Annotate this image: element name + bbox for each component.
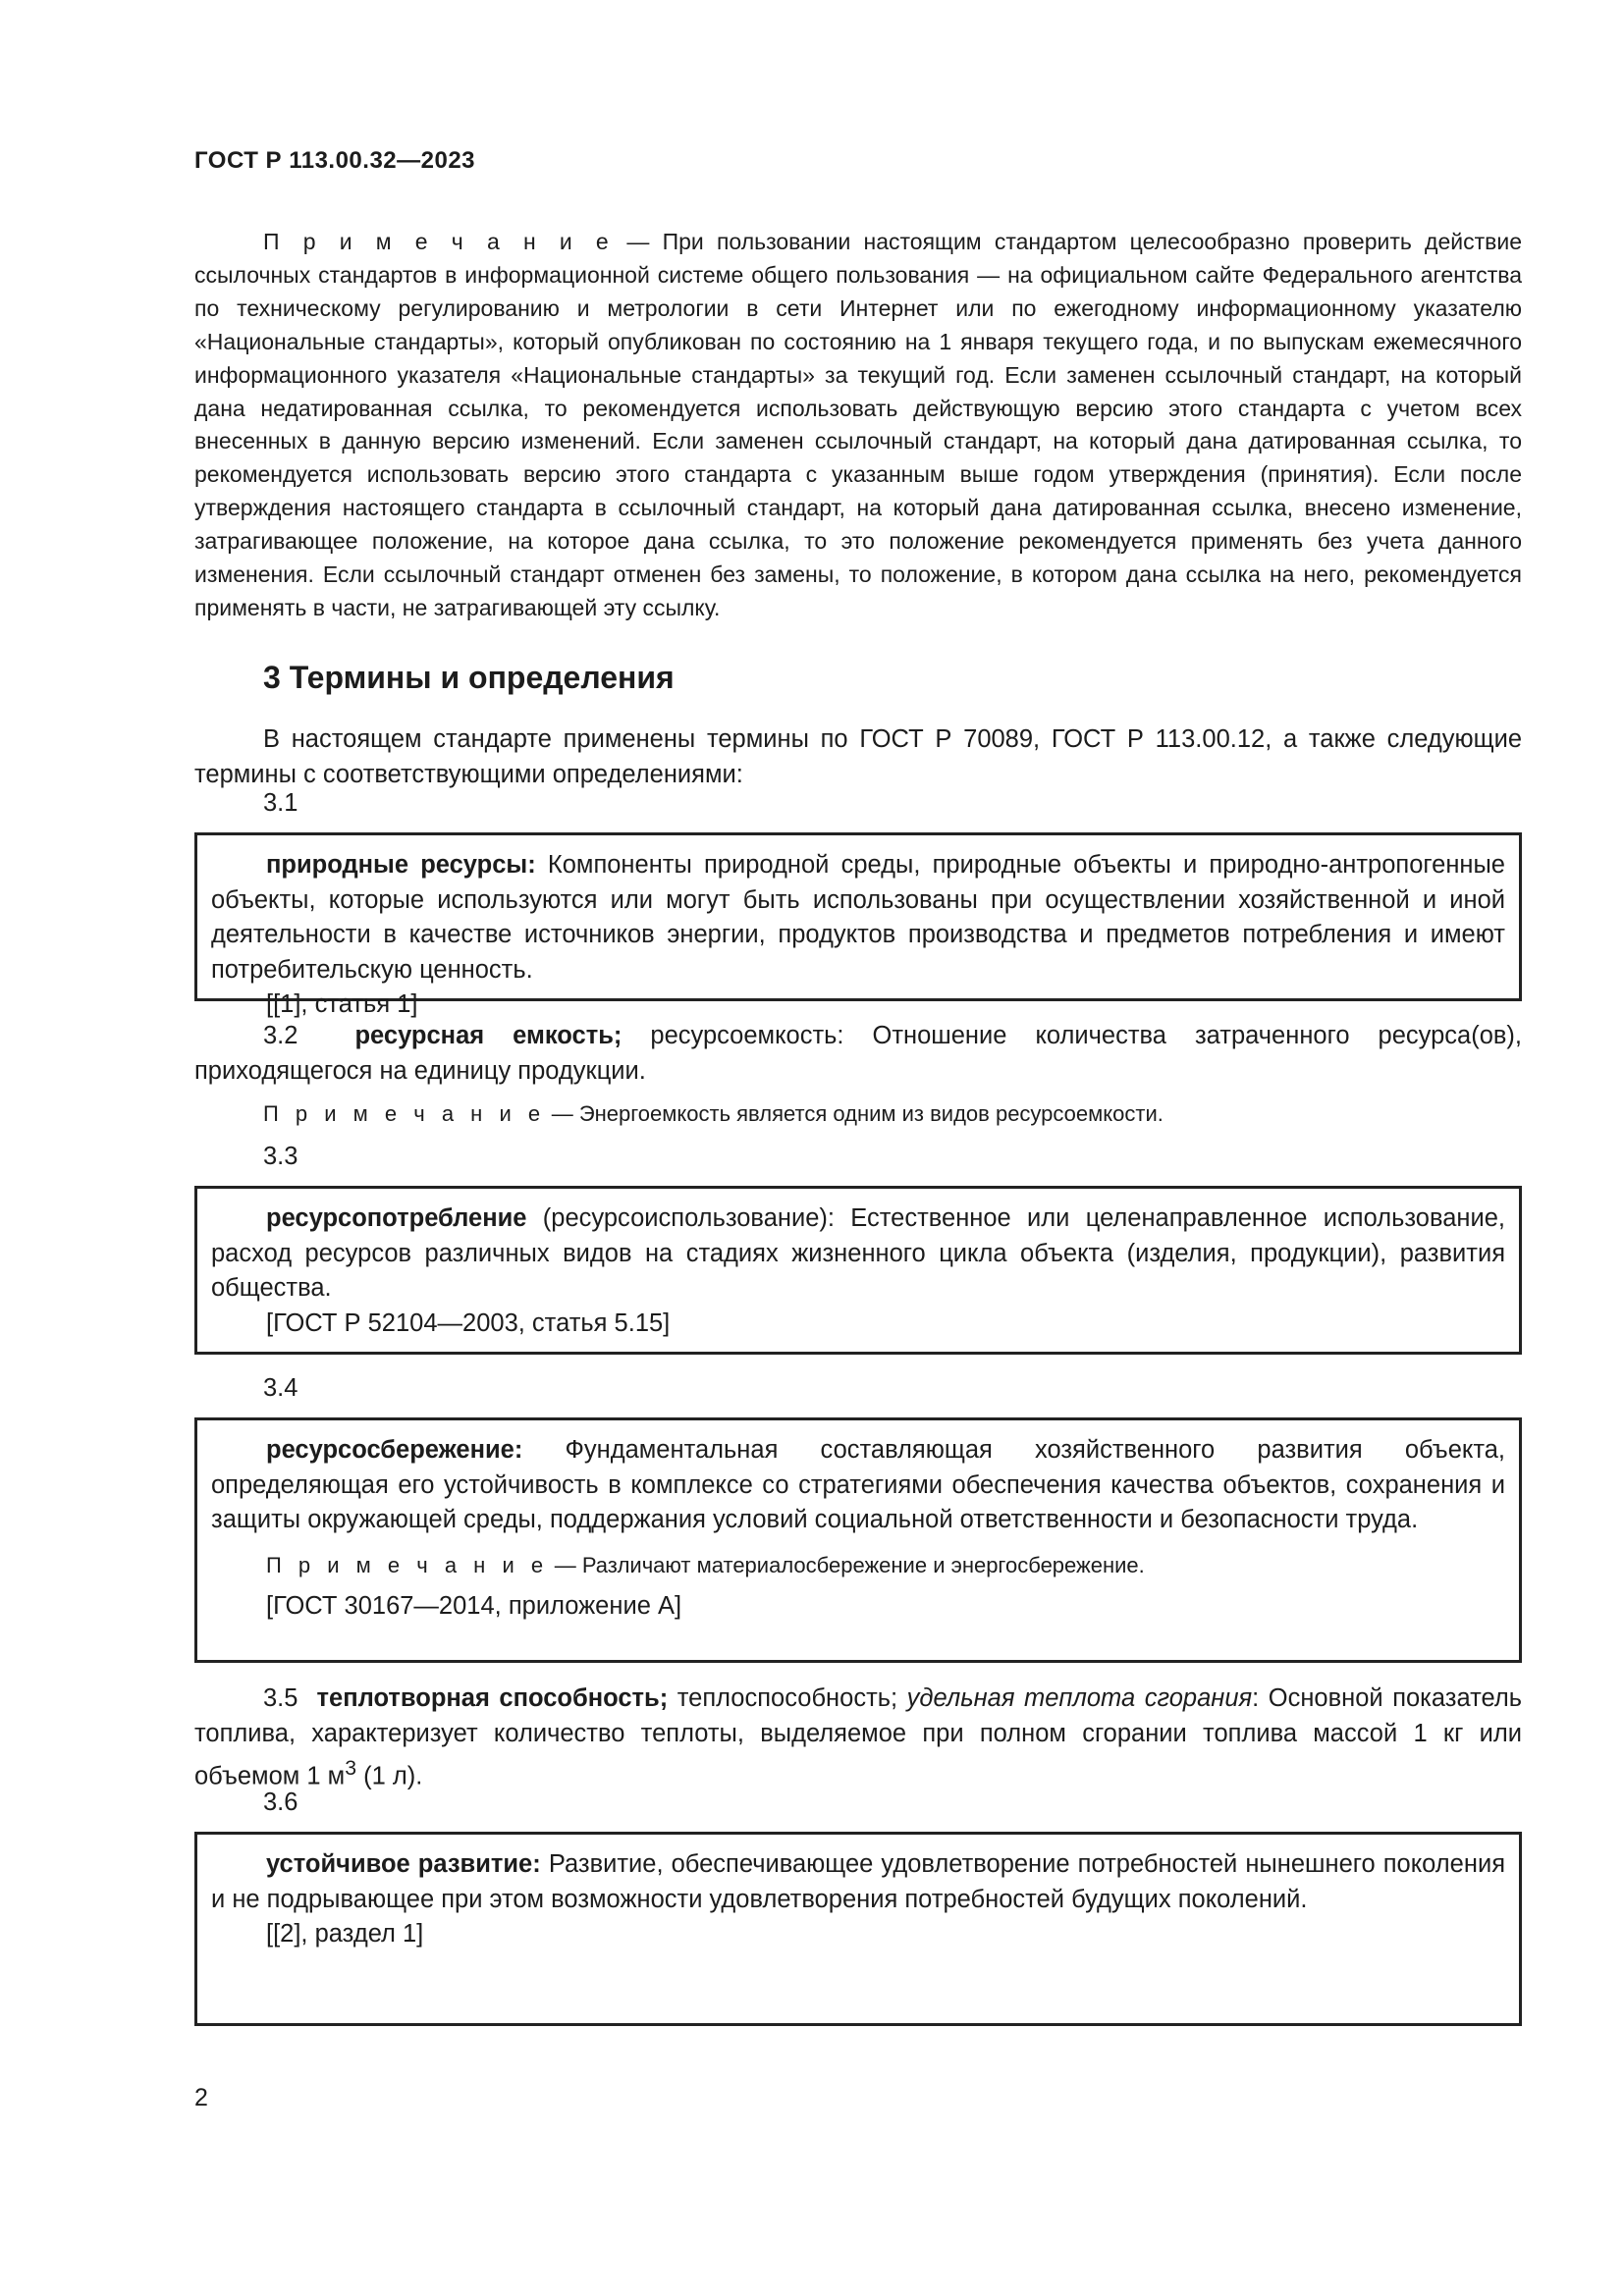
- term-note: [263, 1099, 1164, 1129]
- superscript: 3: [345, 1756, 357, 1781]
- term-definition: Отношение количества затраченного ресурса(ов), приходящегося на единицу продукции.: [194, 1022, 1522, 1085]
- term-box-natural-resources: [194, 832, 1522, 1019]
- term-note: [211, 1550, 1505, 1581]
- term-definition: Естественное или целенаправленное использование, расход ресурсов различных видов на стадиях жизненного цикла объекта (изделия, продукции), развития общества.: [211, 1204, 1505, 1303]
- note-label: П р и м е ч а н и е: [263, 1101, 546, 1126]
- section-intro-text: В настоящем стандарте применены термины по ГОСТ Р 70089, ГОСТ Р 113.00.12, а также следующие термины с соответствующими определениями:: [194, 725, 1522, 788]
- term-synonym-italic: удельная теплота сгорания: [906, 1684, 1253, 1712]
- term-box-sustainable-development: [194, 1832, 1522, 2026]
- note-label: П р и м е ч а н и е: [263, 229, 615, 254]
- term-number: 3.3: [263, 1143, 298, 1170]
- term-definition: Развитие, обеспечивающее удовлетворение потребностей нынешнего поколения и не подрывающее при этом возможности удовлетворения потребностей будущих поколений.: [211, 1850, 1506, 1913]
- term-synonym: теплоспособность;: [668, 1684, 907, 1712]
- term-box-resource-saving: [194, 1417, 1522, 1663]
- term-resource-capacity: [194, 1019, 1522, 1089]
- term-source: [ГОСТ 30167—2014, приложение А]: [266, 1591, 682, 1620]
- term-number: 3.1: [263, 789, 298, 817]
- term-definition: Компоненты природной среды, природные объекты и природно-антропогенные объекты, которые используются или могут быть использованы при осуществлении хозяйственной и иной деятельности в качестве источников энергии, продуктов производства и предметов потребления и имеют потребительскую ценность.: [211, 851, 1505, 984]
- term-definition: : Основной показатель топлива, характеризует количество теплоты, выделяемое при полном сгорании топлива массой 1 кг или объемом 1 м: [194, 1684, 1522, 1790]
- term-synonym: ресурсоемкость:: [622, 1022, 844, 1049]
- term-source: [ГОСТ Р 52104—2003, статья 5.15]: [266, 1308, 671, 1337]
- term-synonym: (ресурсоиспользование):: [526, 1204, 835, 1232]
- term-source: [[1], статья 1]: [266, 990, 418, 1019]
- term-number: 3.5: [263, 1684, 298, 1712]
- page-number: 2: [194, 2084, 208, 2111]
- term-calorific-value: [194, 1682, 1522, 1794]
- term-box-resource-consumption: [194, 1186, 1522, 1355]
- section-intro: [194, 722, 1522, 792]
- document-header: ГОСТ Р 113.00.32—2023: [194, 147, 476, 174]
- note-text: — Различают материалосбережение и энергосбережение.: [548, 1552, 1145, 1577]
- term-name: ресурсосбережение:: [266, 1436, 523, 1464]
- term-source: [[2], раздел 1]: [266, 1920, 424, 1949]
- term-name: ресурсопотребление: [266, 1204, 527, 1232]
- term-definition-end: (1 л).: [356, 1762, 423, 1790]
- note-label: П р и м е ч а н и е: [266, 1552, 549, 1577]
- term-name: теплотворная способность;: [316, 1684, 669, 1712]
- term-name: ресурсная емкость;: [354, 1022, 623, 1049]
- term-name: устойчивое развитие:: [266, 1850, 541, 1878]
- term-number: 3.6: [263, 1789, 298, 1816]
- term-definition: Фундаментальная составляющая хозяйственного развития объекта, определяющая его устойчивость в комплексе со стратегиями обеспечения качества объектов, сохранения и защиты окружающей среды, поддержания условий социальной ответственности и безопасности труда.: [211, 1436, 1505, 1534]
- term-number: 3.2: [263, 1022, 298, 1049]
- term-number: 3.4: [263, 1374, 298, 1402]
- note-text: — Энергоемкость является одним из видов ресурсоемкости.: [545, 1101, 1164, 1126]
- section-title: 3 Термины и определения: [263, 660, 675, 695]
- references-note: [194, 226, 1522, 625]
- term-name: природные ресурсы:: [266, 851, 536, 879]
- note-text: — При пользовании настоящим стандартом целесообразно проверить действие ссылочных стандартов в информационной системе общего пользования — на официальном сайте Федерального агентства по техническому регулированию и метрологии в сети Интернет или по ежегодному информационному указателю «Национальные стандарты», который опубликован по состоянию на 1 января текущего года, и по выпускам ежемесячного информационного указателя «Национальные стандарты» за текущий год. Если заменен ссылочный стандарт, на который дана недатированная ссылка, то рекомендуется использовать действующую версию этого стандарта с учетом всех внесенных в данную версию изменений. Если заменен ссылочный стандарт, на который дана датированная ссылка, то рекомендуется использовать версию этого стандарта с указанным выше годом утверждения (принятия). Если после утверждения настоящего стандарта в ссылочный стандарт, на который дана датированная ссылка, внесено изменение, затрагивающее положение, на которое дана ссылка, то это положение рекомендуется применять без учета данного изменения. Если ссылочный стандарт отменен без замены, то положение, в котором дана ссылка на него, рекомендуется применять в части, не затрагивающей эту ссылку.: [194, 229, 1522, 620]
